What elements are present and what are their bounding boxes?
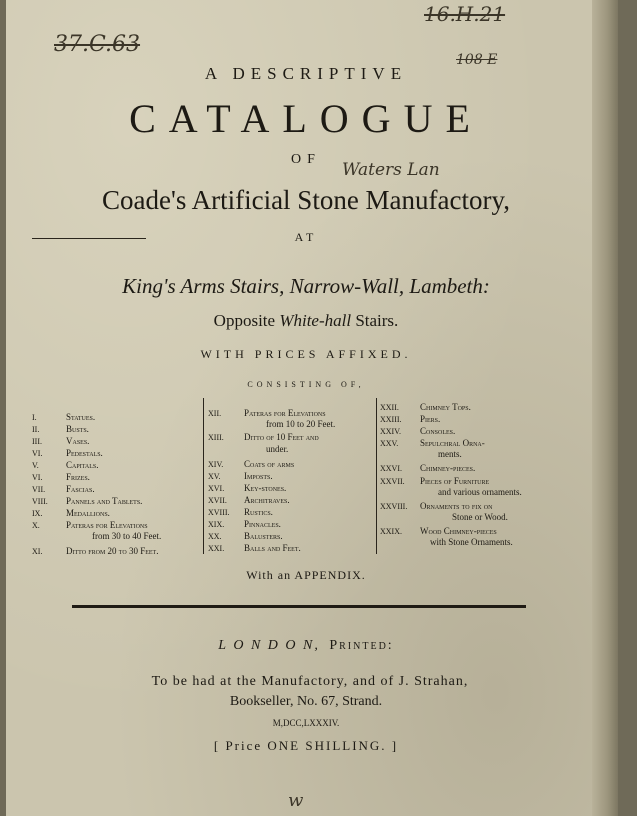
title-line-consisting: CONSISTING OF, (247, 380, 365, 389)
list-item-number: XI. (32, 547, 43, 556)
handwritten-annotation: Waters Lan (342, 160, 440, 180)
list-item-label: Ornaments to fix on (420, 501, 493, 511)
list-item (32, 546, 158, 557)
whitehall-text: White-hall (279, 311, 352, 330)
list-item-number: XXVIII. (380, 502, 408, 511)
imprint-london-line (6, 638, 606, 654)
title-line-descriptive: A DESCRIPTIVE (204, 64, 408, 83)
list-item (32, 508, 110, 519)
list-item (208, 408, 326, 419)
list-item-number: XVII. (208, 496, 227, 505)
list-item-number: VI. (32, 473, 43, 482)
list-item (92, 531, 161, 541)
thick-rule (72, 605, 526, 608)
imprint-london: L O N D O N, (218, 638, 320, 653)
imprint-price: [ Price ONE SHILLING. ] (213, 738, 399, 753)
list-item-number: VI. (32, 449, 43, 458)
list-item-label: Ditto of 10 Feet and (244, 432, 319, 442)
list-item-number: VII. (32, 485, 46, 494)
list-item-label: and various ornaments. (438, 487, 522, 497)
list-item-label: Sepulchral Orna- (420, 438, 485, 448)
list-item (32, 412, 95, 423)
list-item-label: Architraves. (244, 495, 290, 505)
list-item-number: XV. (208, 472, 221, 481)
list-item-label: Balls and Feet. (244, 543, 301, 553)
list-item-label: Vases. (66, 436, 90, 446)
list-item (32, 496, 142, 507)
list-item (266, 419, 335, 429)
list-item-number: XIX. (208, 520, 225, 529)
list-item-label: ments. (438, 449, 462, 459)
list-item-number: XX. (208, 532, 222, 541)
list-item-number: X. (32, 521, 40, 530)
title-line-of: OF (291, 152, 321, 167)
title-line-prices: WITH PRICES AFFIXED. (200, 347, 412, 361)
list-item (438, 487, 522, 497)
list-item (32, 484, 95, 495)
signature-mark: w (288, 790, 304, 811)
imprint-printed: Printed: (329, 638, 394, 653)
list-item-number: XXV. (380, 439, 399, 448)
list-item (380, 426, 455, 437)
list-item (266, 444, 288, 454)
list-item-label: Pateras for Elevations (66, 520, 148, 530)
list-item (32, 460, 98, 471)
list-item-label: Fascias. (66, 484, 95, 494)
list-item-label: Pinnacles. (244, 519, 281, 529)
handwritten-top-right-2: 108 E (456, 52, 498, 68)
list-item (32, 448, 103, 459)
list-item-label: Busts. (66, 424, 89, 434)
list-item-label: Wood Chimney-pieces (420, 526, 497, 536)
title-line-opposite (6, 311, 606, 331)
list-item-number: XXIX. (380, 527, 402, 536)
list-item (208, 459, 294, 470)
list-item (208, 543, 301, 554)
handwritten-shelfmark: 37.C.63 (54, 32, 141, 57)
list-item-label: Key-stones. (244, 483, 287, 493)
list-item (208, 519, 281, 530)
list-item-number: XXVI. (380, 464, 402, 473)
list-item-label: with Stone Ornaments. (430, 537, 513, 547)
list-item-label: Ditto from 20 to 30 Feet. (66, 546, 159, 556)
title-line-address: King's Arms Stairs, Narrow-Wall, Lambeth: (122, 274, 490, 298)
list-item-label: Statues. (66, 412, 96, 422)
list-item-number: XVI. (208, 484, 225, 493)
list-item (430, 537, 513, 547)
list-item-label: Consoles. (420, 426, 456, 436)
list-item-number: V. (32, 461, 39, 470)
list-item-label: Medallions. (66, 508, 110, 518)
title-line-catalogue: CATALOGUE (129, 96, 483, 141)
list-item (32, 472, 90, 483)
list-item-number: XXII. (380, 403, 399, 412)
title-page (6, 0, 618, 816)
list-item (208, 432, 319, 443)
list-item (380, 402, 471, 413)
title-line-at: AT (294, 230, 318, 244)
list-item-number: I. (32, 413, 37, 422)
list-item (208, 471, 273, 482)
list-item-number: VIII. (32, 497, 48, 506)
appendix-line: With an APPENDIX. (246, 568, 366, 582)
imprint-date: M,DCC,LXXXIV. (272, 718, 340, 728)
list-item (452, 512, 508, 522)
list-item-label: Piers. (420, 414, 441, 424)
list-item-number: IX. (32, 509, 43, 518)
imprint-line-bookseller: Bookseller, No. 67, Strand. (229, 694, 383, 709)
list-item (32, 424, 89, 435)
list-item (32, 436, 89, 447)
list-item-label: Imposts. (244, 471, 273, 481)
list-item (208, 531, 283, 542)
list-item-label: Pateras for Elevations (244, 408, 326, 418)
title-line-coade: Coade's Artificial Stone Manufactory, (101, 185, 510, 215)
list-item (208, 483, 286, 494)
opposite-text: Opposite (213, 311, 276, 330)
list-item (380, 476, 489, 487)
list-item (380, 414, 440, 425)
list-item-number: XIII. (208, 433, 224, 442)
list-item-number: XVIII. (208, 508, 230, 517)
list-item (32, 520, 148, 531)
list-item-number: XII. (208, 409, 222, 418)
imprint-line-manufactory: To be had at the Manufactory, and of J. Strahan, (151, 674, 469, 689)
column-divider-1 (203, 398, 204, 554)
list-item (208, 495, 290, 506)
list-item-label: Pedestals. (66, 448, 103, 458)
list-item (380, 463, 475, 474)
list-item-label: under. (266, 444, 289, 454)
list-item-number: XXVII. (380, 477, 405, 486)
list-item-number: XXIV. (380, 427, 401, 436)
list-item-label: Balusters. (244, 531, 283, 541)
list-item-label: Rustics. (244, 507, 273, 517)
list-item (380, 438, 485, 449)
handwritten-top-right: 16.H.21 (424, 2, 506, 26)
stairs-text: Stairs. (355, 311, 399, 330)
list-item-label: Pieces of Furniture (420, 476, 490, 486)
list-item-label: from 30 to 40 Feet. (92, 531, 162, 541)
list-item (208, 507, 273, 518)
list-item-label: Chimney-pieces. (420, 463, 476, 473)
list-item-label: Stone or Wood. (452, 512, 508, 522)
list-item (380, 526, 497, 537)
list-item-label: from 10 to 20 Feet. (266, 419, 336, 429)
list-item-label: Pannels and Tablets. (66, 496, 143, 506)
list-item-number: II. (32, 425, 40, 434)
list-item-label: Capitals. (66, 460, 99, 470)
list-item-label: Chimney Tops. (420, 402, 471, 412)
list-item-label: Frizes. (66, 472, 90, 482)
list-item-number: III. (32, 437, 42, 446)
list-item-number: XXIII. (380, 415, 402, 424)
list-item-number: XIV. (208, 460, 224, 469)
list-item-label: Coats of arms (244, 459, 295, 469)
list-item-number: XXI. (208, 544, 225, 553)
column-divider-2 (376, 398, 377, 554)
page-edge (592, 0, 618, 816)
list-item (380, 501, 492, 512)
list-item (438, 449, 462, 459)
